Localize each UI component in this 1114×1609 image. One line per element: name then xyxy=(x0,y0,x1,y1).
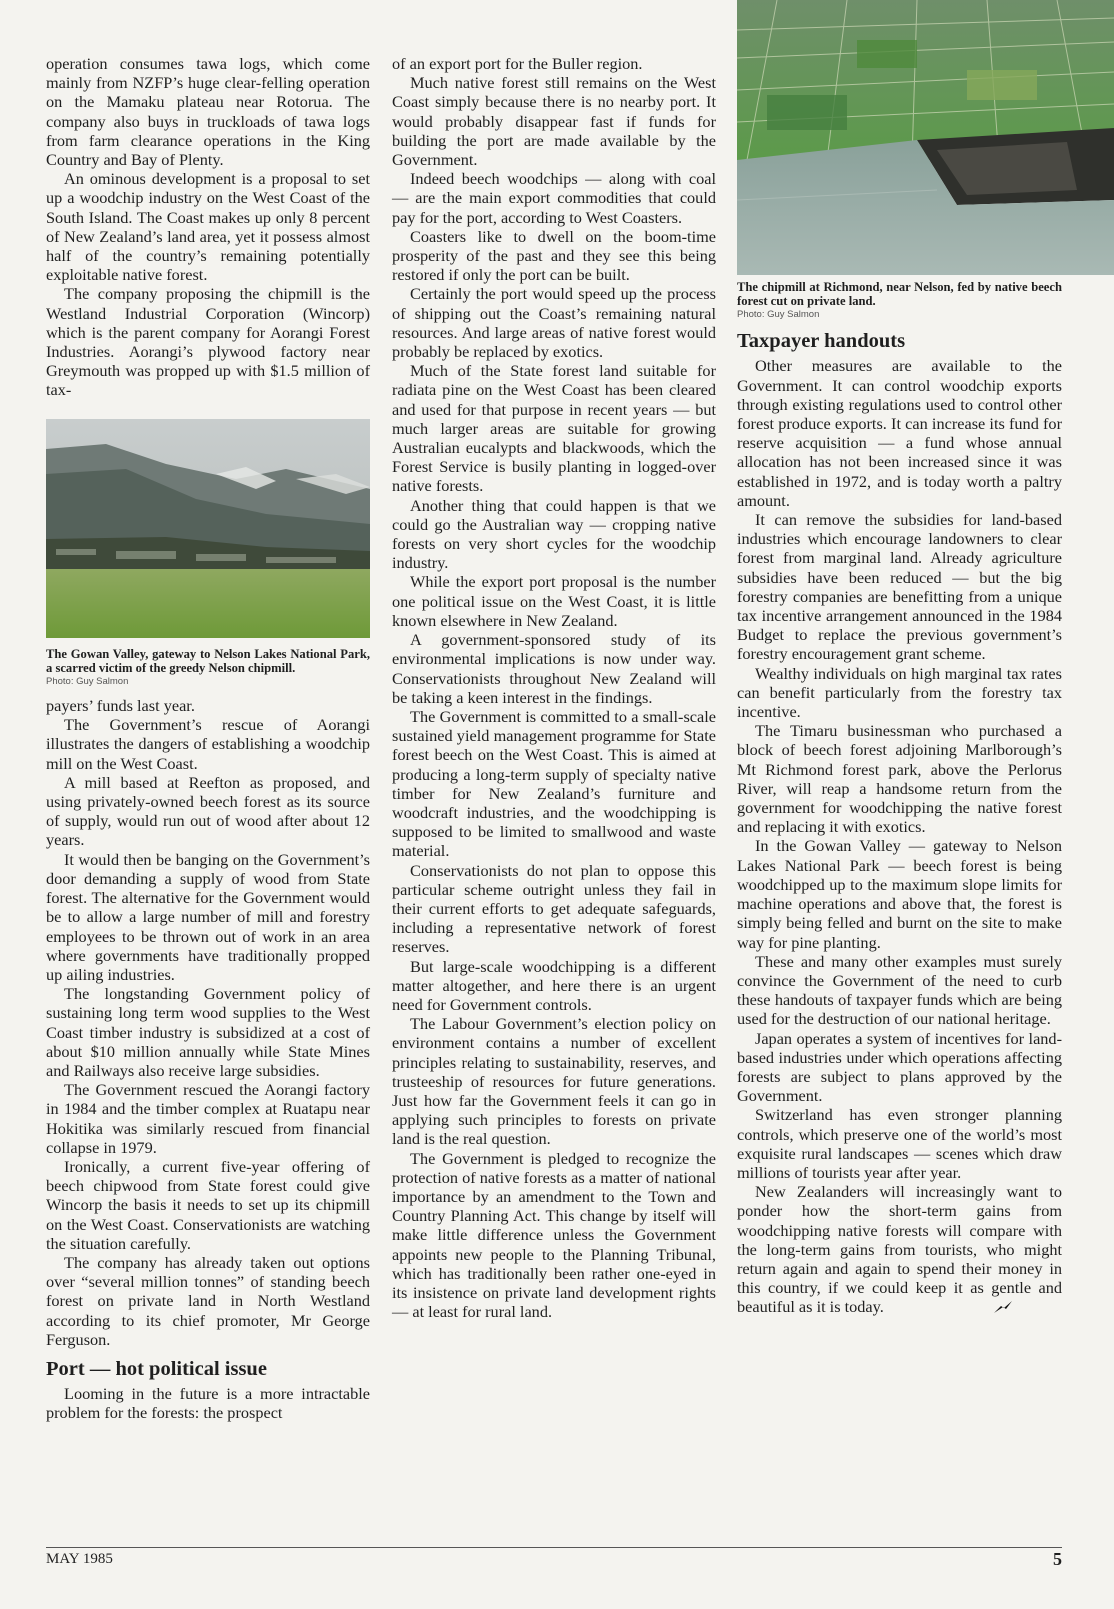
paragraph: In the Gowan Valley — gateway to Nelson Lakes National Park — beech forest is being woodchipped up to the maximum slope limits for machine operations and above that, the forest is simply being felled and burnt on the site to make way for pine planting. xyxy=(737,836,1062,952)
page-number: 5 xyxy=(1053,1549,1062,1569)
paragraph: Certainly the port would speed up the process of shipping out the Coast’s remaining natural resources. And large areas of native forest would probably be replaced by exotics. xyxy=(392,284,716,362)
paragraph: Much of the State forest land suitable for radiata pine on the West Coast has been cleared and used for that purpose in recent years — but much larger areas are suitable for growing Australian eucalypts and blackwoods, which the Forest Service is busily planting in logged-over native forests. xyxy=(392,361,716,496)
paragraph: Japan operates a system of incentives for land-based industries under which operations affecting forests are subject to plans approved by the Government. xyxy=(737,1028,1062,1106)
paragraph: Wealthy individuals on high marginal tax rates can benefit particularly from the forestry tax incentive. xyxy=(737,663,1062,722)
paragraph: The Timaru businessman who purchased a block of beech forest adjoining Marlborough’s Mt Richmond forest park, above the Perlorus River, will reap a handsome return from the government for woodchipping the native forest and replacing it with exotics. xyxy=(737,721,1062,837)
photo-credit: Photo: Guy Salmon xyxy=(46,676,129,688)
paragraph: An ominous development is a proposal to set up a woodchip industry on the West Coast of the South Island. The Coast makes up only 8 percent of New Zealand’s land area, yet it possess almost half of the country’s remaining potentially exploitable native forest. xyxy=(46,169,370,285)
paragraph: Switzerland has even stronger planning controls, which preserve one of the world’s most exquisite rural landscapes — scenes which draw millions of tourists year after year. xyxy=(737,1105,1062,1182)
page-footer xyxy=(46,1547,1062,1569)
paragraph: Looming in the future is a more intractable problem for the forests: the prospect xyxy=(46,1383,370,1423)
paragraph: Another thing that could happen is that we could go the Australian way — cropping native forests on very short cycles for the woodchip industry. xyxy=(392,495,716,573)
subheading-port: Port — hot political issue xyxy=(46,1357,267,1380)
bird-end-mark-icon xyxy=(974,1299,1014,1319)
paragraph: Much native forest still remains on the West Coast simply because there is no nearby port. It would probably disappear fast if funds for building the port are made available by the Government. xyxy=(392,73,716,170)
paragraph: Indeed beech woodchips — along with coal — are the main export commodities that could pay for the port, according to West Coasters. xyxy=(392,169,716,227)
paragraph: These and many other examples must surely convince the Government of the need to curb these handouts of taxpayer funds which are being used for the destruction of our national heritage. xyxy=(737,951,1062,1029)
paragraph-text: New Zealanders will increasingly want to ponder how the short-term gains from woodchipping native forests will compare with the long-term gains from tourists, who might return again and again to spend their money in this country, if we could keep it as gentle and beautiful as it is today. xyxy=(737,1182,1062,1317)
paragraph: Ironically, a current five-year offering of beech chipwood from State forest could give Wincorp the basis it needs to set up its chipmill on the West Coast. Conservationists are watching the situation carefully. xyxy=(46,1156,370,1253)
paragraph: Coasters like to dwell on the boom-time prosperity of the past and they see this being restored if only the port can be built. xyxy=(392,226,716,285)
paragraph: operation consumes tawa logs, which come mainly from NZFP’s huge clear-felling operation on the Mamaku plateau near Rotorua. The company also buys in truckloads of tawa logs from farm clearance operations in the King Country and Bay of Plenty. xyxy=(46,54,370,170)
paragraph xyxy=(737,1182,1062,1319)
gowan-valley-caption: The Gowan Valley, gateway to Nelson Lakes National Park, a scarred victim of the greedy Nelson chipmill. xyxy=(46,646,370,675)
paragraph: It can remove the subsidies for land-based industries which encourage landowners to clear forest from marginal land. Already agriculture subsidies have been reduced — but the big forestry companies are benefitting from a unique tax incentive arrangement announced in the 1984 Budget to replace the previous government’s forestry encouragement grant scheme. xyxy=(737,510,1062,664)
photo-credit: Photo: Guy Salmon xyxy=(737,309,820,321)
paragraph: The Government is committed to a small-scale sustained yield management programme for State forest beech on the West Coast. This is aimed at producing a long-term supply of specialty native timber for New Zealand’s furniture and woodcraft industries, and the woodchipping is supposed to be limited to smallwood and waste material. xyxy=(392,706,716,861)
paragraph: Conservationists do not plan to oppose this particular scheme outright unless they fail in their current efforts to get adequate safeguards, including a representative network of forest reserves. xyxy=(392,860,716,957)
paragraph: The Government is pledged to recognize the protection of native forests as a matter of national importance by an amendment to the Town and Country Planning Act. This change by itself will make little difference unless the Government appoints new people to the Planning Tribunal, which has traditionally been rather one-eyed in its insistence on private land development rights — at least for rural land. xyxy=(392,1148,716,1322)
subheading-taxpayer: Taxpayer handouts xyxy=(737,330,906,353)
paragraph: The Government rescued the Aorangi factory in 1984 and the timber complex at Ruatapu near Hokitika was similarly rescued from financial collapse in 1979. xyxy=(46,1080,370,1157)
column-3 xyxy=(737,280,1062,1319)
column-2 xyxy=(392,54,716,1321)
paragraph: payers’ funds last year. xyxy=(46,696,195,716)
paragraph: The company has already taken out options over “several million tonnes” of standing beech forest on private land in North Westland according to its chief promoter, Mr George Ferguson. xyxy=(46,1252,370,1349)
paragraph: of an export port for the Buller region. xyxy=(392,54,643,73)
gowan-valley-photo xyxy=(46,419,370,638)
paragraph: But large-scale woodchipping is a different matter altogether, and here there is an urgent need for Government controls. xyxy=(392,956,716,1014)
paragraph: It would then be banging on the Government’s door demanding a supply of wood from State forest. The alternative for the Government would be to allow a large number of mill and forestry employees to be thrown out of work in an area where governments have traditionally propped up ailing industries. xyxy=(46,849,370,984)
chipmill-richmond-photo xyxy=(737,0,1114,275)
paragraph: While the export port proposal is the number one political issue on the West Coast, it is little known elsewhere in New Zealand. xyxy=(392,572,716,630)
paragraph: A mill based at Reefton as proposed, and using privately-owned beech forest as its source of supply, would run out of wood after about 12 years. xyxy=(46,772,370,850)
chipmill-caption: The chipmill at Richmond, near Nelson, fed by native beech forest cut on private land. xyxy=(737,280,1062,309)
paragraph: The Government’s rescue of Aorangi illustrates the dangers of establishing a woodchip mill on the West Coast. xyxy=(46,715,370,773)
paragraph: A government-sponsored study of its environmental implications is now under way. Conservationists throughout New Zealand will be taking a keen interest in the findings. xyxy=(392,630,716,707)
issue-date: MAY 1985 xyxy=(46,1551,113,1567)
paragraph: Other measures are available to the Government. It can control woodchip exports through existing regulations used to control other forest produce exports. It can increase its fund for reserve acquisition — a fund whose annual allocation has not been increased since it was established in 1972, and is today worth a paltry amount. xyxy=(737,356,1062,510)
paragraph: The Labour Government’s election policy on environment contains a number of excellent principles relating to sustainability, reserves, and trusteeship of resources for future generations. Just how far the Government feels it can go in applying such principles to forests on private land is the real question. xyxy=(392,1014,716,1149)
paragraph: The company proposing the chipmill is the Westland Industrial Corporation (Wincorp) which is the parent company for Aorangi Forest Industries. Aorangi’s plywood factory near Greymouth was propped up with $1.5 million of tax- xyxy=(46,284,370,400)
column-1 xyxy=(46,54,370,1422)
paragraph: The longstanding Government policy of sustaining long term wood supplies to the West Coast timber industry is subsidized at a cost of about $10 million annually while State Mines and Railways also receive large subsidies. xyxy=(46,984,370,1080)
